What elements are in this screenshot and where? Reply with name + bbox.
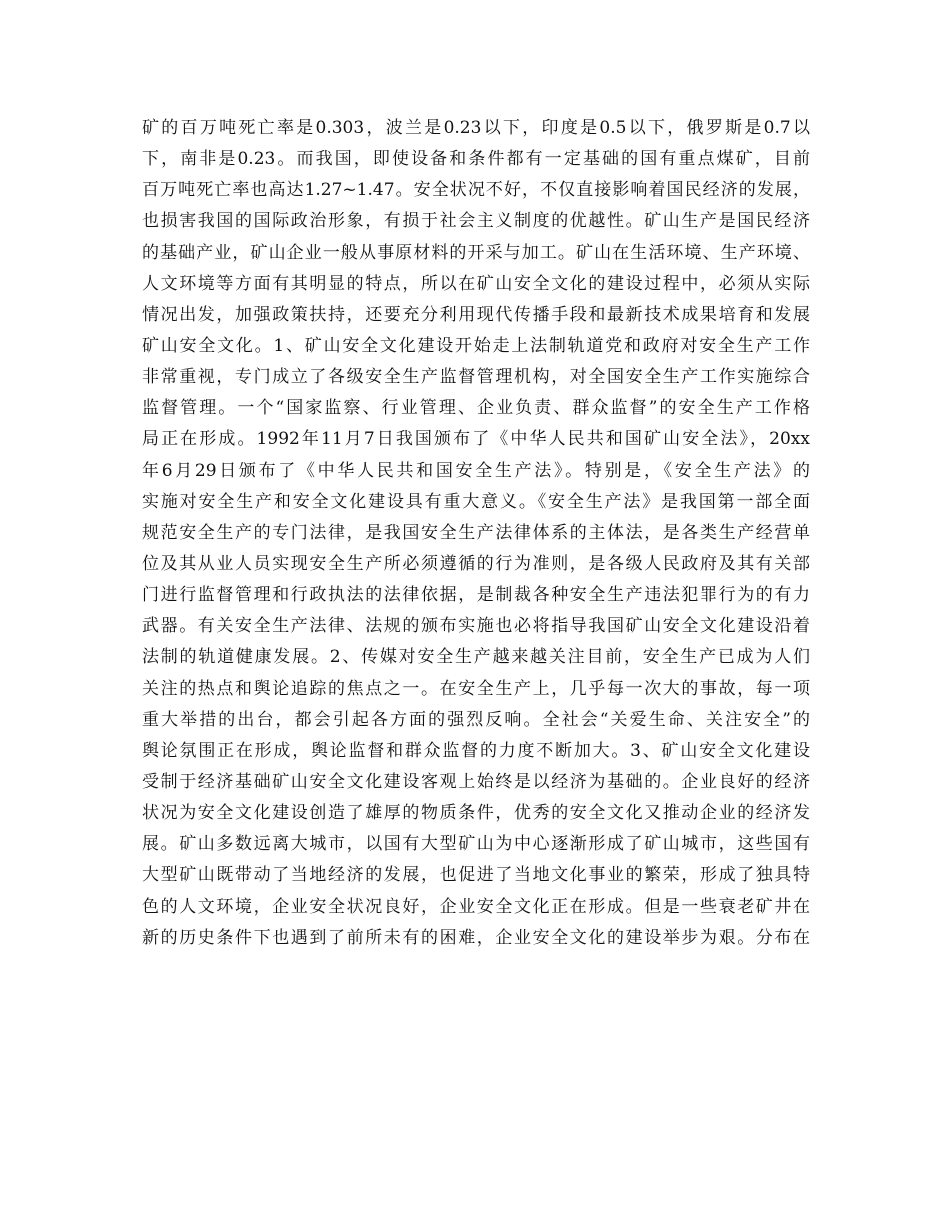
text-line: 人文环境等方面有其明显的特点，所以在矿山安全文化的建设过程中，必须从实际 bbox=[142, 273, 810, 294]
text-line: 的基础产业，矿山企业一般从事原材料的开采与加工。矿山在生活环境、生产环境、 bbox=[142, 242, 810, 263]
text-line: 实施对安全生产和安全文化建设具有重大意义。《安全生产法》是我国第一部全面 bbox=[142, 491, 810, 512]
text-line: 规范安全生产的专门法律，是我国安全生产法律体系的主体法，是各类生产经营单 bbox=[142, 522, 810, 543]
text-line: 下，南非是0.23。而我国，即使设备和条件都有一定基础的国有重点煤矿，目前 bbox=[142, 149, 810, 170]
text-line: 状况为安全文化建设创造了雄厚的物质条件，优秀的安全文化又推动企业的经济发 bbox=[142, 803, 810, 824]
text-line: 监督管理。一个“国家监察、行业管理、企业负责、群众监督”的安全生产工作格 bbox=[142, 398, 810, 419]
text-line: 展。矿山多数远离大城市，以国有大型矿山为中心逐渐形成了矿山城市，这些国有 bbox=[142, 834, 810, 855]
text-line: 矿的百万吨死亡率是0.303，波兰是0.23以下，印度是0.5以下，俄罗斯是0.7以 bbox=[142, 118, 810, 138]
text-line: 武器。有关安全生产法律、法规的颁布实施也必将指导我国矿山安全文化建设沿着 bbox=[142, 616, 810, 637]
text-line: 新的历史条件下也遇到了前所未有的困难，企业安全文化的建设举步为艰。分布在 bbox=[142, 927, 810, 948]
text-line: 法制的轨道健康发展。2、传媒对安全生产越来越关注目前，安全生产已成为人们 bbox=[142, 647, 810, 668]
text-line: 色的人文环境，企业安全状况良好，企业安全文化正在形成。但是一些衰老矿井在 bbox=[142, 896, 810, 917]
text-line: 百万吨死亡率也高达1.27~1.47。安全状况不好，不仅直接影响着国民经济的发展， bbox=[142, 180, 810, 201]
text-line: 年6月29日颁布了《中华人民共和国安全生产法》。特别是，《安全生产法》的 bbox=[142, 460, 810, 481]
text-line: 局正在形成。1992年11月7日我国颁布了《中华人民共和国矿山安全法》，20xx bbox=[142, 429, 810, 450]
text-line: 关注的热点和舆论追踪的焦点之一。在安全生产上，几乎每一次大的事故，每一项 bbox=[142, 678, 810, 699]
text-line: 位及其从业人员实现安全生产所必须遵循的行为准则，是各级人民政府及其有关部 bbox=[142, 553, 810, 574]
body-text bbox=[142, 113, 810, 954]
text-line: 矿山安全文化。1、矿山安全文化建设开始走上法制轨道党和政府对安全生产工作 bbox=[142, 335, 810, 356]
text-line: 门进行监督管理和行政执法的法律依据，是制裁各种安全生产违法犯罪行为的有力 bbox=[142, 585, 810, 606]
text-line: 情况出发，加强政策扶持，还要充分利用现代传播手段和最新技术成果培育和发展 bbox=[142, 304, 810, 325]
text-line: 也损害我国的国际政治形象，有损于社会主义制度的优越性。矿山生产是国民经济 bbox=[142, 211, 810, 232]
text-line: 重大举措的出台，都会引起各方面的强烈反响。全社会“关爱生命、关注安全”的 bbox=[142, 709, 810, 730]
text-line: 非常重视，专门成立了各级安全生产监督管理机构，对全国安全生产工作实施综合 bbox=[142, 367, 810, 388]
text-line: 舆论氛围正在形成，舆论监督和群众监督的力度不断加大。3、矿山安全文化建设 bbox=[142, 740, 810, 761]
text-line: 受制于经济基础矿山安全文化建设客观上始终是以经济为基础的。企业良好的经济 bbox=[142, 771, 810, 792]
text-line: 大型矿山既带动了当地经济的发展，也促进了当地文化事业的繁荣，形成了独具特 bbox=[142, 865, 810, 886]
